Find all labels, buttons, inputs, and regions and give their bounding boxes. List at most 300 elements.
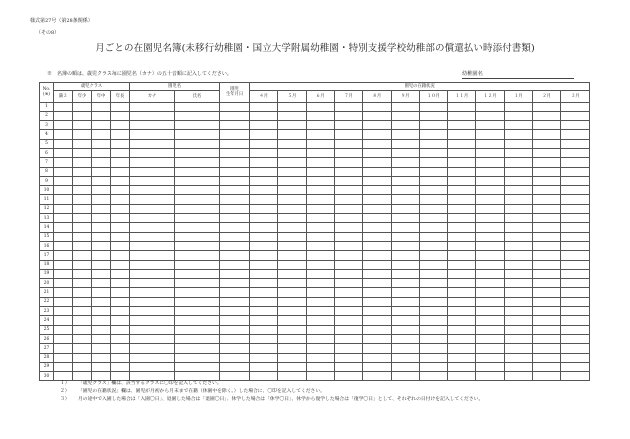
entry-cell[interactable] bbox=[54, 334, 73, 343]
entry-cell[interactable] bbox=[561, 130, 590, 139]
entry-cell[interactable] bbox=[334, 214, 362, 223]
entry-cell[interactable] bbox=[130, 102, 175, 111]
entry-cell[interactable] bbox=[220, 325, 250, 334]
entry-cell[interactable] bbox=[130, 362, 175, 371]
entry-cell[interactable] bbox=[533, 288, 561, 297]
entry-cell[interactable] bbox=[250, 130, 278, 139]
entry-cell[interactable] bbox=[278, 316, 306, 325]
entry-cell[interactable] bbox=[448, 241, 476, 250]
entry-cell[interactable] bbox=[504, 344, 532, 353]
entry-cell[interactable] bbox=[306, 269, 334, 278]
entry-cell[interactable] bbox=[363, 167, 391, 176]
entry-cell[interactable] bbox=[278, 251, 306, 260]
entry-cell[interactable] bbox=[130, 111, 175, 120]
entry-cell[interactable] bbox=[306, 148, 334, 157]
entry-cell[interactable] bbox=[363, 204, 391, 213]
entry-cell[interactable] bbox=[175, 279, 220, 288]
entry-cell[interactable] bbox=[175, 316, 220, 325]
entry-cell[interactable] bbox=[54, 176, 73, 185]
entry-cell[interactable] bbox=[130, 121, 175, 130]
entry-cell[interactable] bbox=[419, 334, 447, 343]
entry-cell[interactable] bbox=[391, 111, 419, 120]
entry-cell[interactable] bbox=[561, 186, 590, 195]
entry-cell[interactable] bbox=[448, 148, 476, 157]
entry-cell[interactable] bbox=[504, 325, 532, 334]
entry-cell[interactable] bbox=[111, 353, 130, 362]
entry-cell[interactable] bbox=[334, 297, 362, 306]
entry-cell[interactable] bbox=[306, 297, 334, 306]
entry-cell[interactable] bbox=[363, 362, 391, 371]
entry-cell[interactable] bbox=[130, 260, 175, 269]
entry-cell[interactable] bbox=[73, 316, 92, 325]
entry-cell[interactable] bbox=[111, 102, 130, 111]
entry-cell[interactable] bbox=[306, 288, 334, 297]
entry-cell[interactable] bbox=[419, 307, 447, 316]
entry-cell[interactable] bbox=[363, 130, 391, 139]
entry-cell[interactable] bbox=[220, 195, 250, 204]
entry-cell[interactable] bbox=[448, 195, 476, 204]
entry-cell[interactable] bbox=[561, 158, 590, 167]
entry-cell[interactable] bbox=[419, 121, 447, 130]
entry-cell[interactable] bbox=[391, 195, 419, 204]
entry-cell[interactable] bbox=[334, 223, 362, 232]
entry-cell[interactable] bbox=[448, 288, 476, 297]
entry-cell[interactable] bbox=[533, 353, 561, 362]
entry-cell[interactable] bbox=[533, 176, 561, 185]
entry-cell[interactable] bbox=[92, 344, 111, 353]
entry-cell[interactable] bbox=[476, 186, 504, 195]
entry-cell[interactable] bbox=[419, 195, 447, 204]
entry-cell[interactable] bbox=[334, 111, 362, 120]
entry-cell[interactable] bbox=[250, 307, 278, 316]
entry-cell[interactable] bbox=[419, 269, 447, 278]
entry-cell[interactable] bbox=[111, 167, 130, 176]
entry-cell[interactable] bbox=[278, 279, 306, 288]
entry-cell[interactable] bbox=[533, 121, 561, 130]
entry-cell[interactable] bbox=[306, 111, 334, 120]
entry-cell[interactable] bbox=[391, 148, 419, 157]
entry-cell[interactable] bbox=[391, 288, 419, 297]
entry-cell[interactable] bbox=[130, 269, 175, 278]
entry-cell[interactable] bbox=[278, 214, 306, 223]
entry-cell[interactable] bbox=[448, 297, 476, 306]
entry-cell[interactable] bbox=[419, 232, 447, 241]
entry-cell[interactable] bbox=[278, 362, 306, 371]
entry-cell[interactable] bbox=[533, 372, 561, 381]
entry-cell[interactable] bbox=[334, 158, 362, 167]
entry-cell[interactable] bbox=[561, 279, 590, 288]
entry-cell[interactable] bbox=[111, 316, 130, 325]
entry-cell[interactable] bbox=[73, 102, 92, 111]
entry-cell[interactable] bbox=[391, 297, 419, 306]
entry-cell[interactable] bbox=[130, 223, 175, 232]
entry-cell[interactable] bbox=[504, 176, 532, 185]
entry-cell[interactable] bbox=[419, 362, 447, 371]
entry-cell[interactable] bbox=[561, 372, 590, 381]
entry-cell[interactable] bbox=[391, 232, 419, 241]
entry-cell[interactable] bbox=[92, 102, 111, 111]
entry-cell[interactable] bbox=[306, 195, 334, 204]
entry-cell[interactable] bbox=[220, 288, 250, 297]
entry-cell[interactable] bbox=[533, 362, 561, 371]
entry-cell[interactable] bbox=[92, 288, 111, 297]
entry-cell[interactable] bbox=[73, 139, 92, 148]
entry-cell[interactable] bbox=[175, 102, 220, 111]
entry-cell[interactable] bbox=[561, 297, 590, 306]
entry-cell[interactable] bbox=[92, 251, 111, 260]
entry-cell[interactable] bbox=[419, 130, 447, 139]
entry-cell[interactable] bbox=[54, 372, 73, 381]
entry-cell[interactable] bbox=[92, 176, 111, 185]
entry-cell[interactable] bbox=[250, 288, 278, 297]
entry-cell[interactable] bbox=[504, 260, 532, 269]
entry-cell[interactable] bbox=[92, 148, 111, 157]
entry-cell[interactable] bbox=[533, 316, 561, 325]
entry-cell[interactable] bbox=[561, 223, 590, 232]
entry-cell[interactable] bbox=[175, 186, 220, 195]
entry-cell[interactable] bbox=[278, 372, 306, 381]
entry-cell[interactable] bbox=[419, 214, 447, 223]
entry-cell[interactable] bbox=[250, 297, 278, 306]
entry-cell[interactable] bbox=[175, 269, 220, 278]
entry-cell[interactable] bbox=[130, 232, 175, 241]
entry-cell[interactable] bbox=[111, 232, 130, 241]
entry-cell[interactable] bbox=[448, 167, 476, 176]
entry-cell[interactable] bbox=[54, 223, 73, 232]
entry-cell[interactable] bbox=[73, 353, 92, 362]
entry-cell[interactable] bbox=[419, 288, 447, 297]
entry-cell[interactable] bbox=[448, 223, 476, 232]
entry-cell[interactable] bbox=[73, 176, 92, 185]
entry-cell[interactable] bbox=[92, 260, 111, 269]
entry-cell[interactable] bbox=[278, 288, 306, 297]
entry-cell[interactable] bbox=[391, 344, 419, 353]
entry-cell[interactable] bbox=[334, 130, 362, 139]
entry-cell[interactable] bbox=[533, 186, 561, 195]
entry-cell[interactable] bbox=[92, 121, 111, 130]
entry-cell[interactable] bbox=[391, 325, 419, 334]
entry-cell[interactable] bbox=[504, 214, 532, 223]
entry-cell[interactable] bbox=[306, 204, 334, 213]
entry-cell[interactable] bbox=[175, 232, 220, 241]
entry-cell[interactable] bbox=[175, 223, 220, 232]
entry-cell[interactable] bbox=[250, 325, 278, 334]
entry-cell[interactable] bbox=[476, 251, 504, 260]
entry-cell[interactable] bbox=[306, 214, 334, 223]
entry-cell[interactable] bbox=[448, 176, 476, 185]
entry-cell[interactable] bbox=[533, 195, 561, 204]
entry-cell[interactable] bbox=[54, 307, 73, 316]
entry-cell[interactable] bbox=[92, 362, 111, 371]
entry-cell[interactable] bbox=[363, 232, 391, 241]
entry-cell[interactable] bbox=[54, 269, 73, 278]
entry-cell[interactable] bbox=[175, 325, 220, 334]
entry-cell[interactable] bbox=[54, 102, 73, 111]
entry-cell[interactable] bbox=[220, 121, 250, 130]
entry-cell[interactable] bbox=[504, 232, 532, 241]
entry-cell[interactable] bbox=[334, 148, 362, 157]
entry-cell[interactable] bbox=[391, 307, 419, 316]
entry-cell[interactable] bbox=[73, 260, 92, 269]
entry-cell[interactable] bbox=[250, 223, 278, 232]
entry-cell[interactable] bbox=[54, 288, 73, 297]
entry-cell[interactable] bbox=[334, 251, 362, 260]
entry-cell[interactable] bbox=[334, 362, 362, 371]
entry-cell[interactable] bbox=[391, 334, 419, 343]
entry-cell[interactable] bbox=[391, 279, 419, 288]
entry-cell[interactable] bbox=[448, 251, 476, 260]
entry-cell[interactable] bbox=[175, 372, 220, 381]
entry-cell[interactable] bbox=[533, 204, 561, 213]
entry-cell[interactable] bbox=[250, 111, 278, 120]
entry-cell[interactable] bbox=[504, 251, 532, 260]
entry-cell[interactable] bbox=[92, 111, 111, 120]
entry-cell[interactable] bbox=[220, 148, 250, 157]
entry-cell[interactable] bbox=[54, 139, 73, 148]
entry-cell[interactable] bbox=[250, 176, 278, 185]
entry-cell[interactable] bbox=[306, 325, 334, 334]
entry-cell[interactable] bbox=[363, 176, 391, 185]
entry-cell[interactable] bbox=[334, 372, 362, 381]
entry-cell[interactable] bbox=[278, 139, 306, 148]
entry-cell[interactable] bbox=[533, 334, 561, 343]
entry-cell[interactable] bbox=[363, 139, 391, 148]
entry-cell[interactable] bbox=[54, 148, 73, 157]
entry-cell[interactable] bbox=[175, 111, 220, 120]
entry-cell[interactable] bbox=[533, 130, 561, 139]
entry-cell[interactable] bbox=[448, 334, 476, 343]
entry-cell[interactable] bbox=[476, 232, 504, 241]
entry-cell[interactable] bbox=[278, 325, 306, 334]
entry-cell[interactable] bbox=[419, 139, 447, 148]
entry-cell[interactable] bbox=[419, 251, 447, 260]
entry-cell[interactable] bbox=[250, 195, 278, 204]
entry-cell[interactable] bbox=[504, 288, 532, 297]
entry-cell[interactable] bbox=[561, 288, 590, 297]
entry-cell[interactable] bbox=[175, 121, 220, 130]
entry-cell[interactable] bbox=[54, 325, 73, 334]
entry-cell[interactable] bbox=[220, 186, 250, 195]
entry-cell[interactable] bbox=[391, 223, 419, 232]
entry-cell[interactable] bbox=[111, 297, 130, 306]
entry-cell[interactable] bbox=[250, 214, 278, 223]
entry-cell[interactable] bbox=[130, 158, 175, 167]
entry-cell[interactable] bbox=[54, 195, 73, 204]
entry-cell[interactable] bbox=[278, 223, 306, 232]
entry-cell[interactable] bbox=[54, 232, 73, 241]
entry-cell[interactable] bbox=[448, 139, 476, 148]
entry-cell[interactable] bbox=[476, 241, 504, 250]
entry-cell[interactable] bbox=[391, 139, 419, 148]
entry-cell[interactable] bbox=[391, 176, 419, 185]
entry-cell[interactable] bbox=[278, 353, 306, 362]
entry-cell[interactable] bbox=[363, 251, 391, 260]
entry-cell[interactable] bbox=[561, 111, 590, 120]
entry-cell[interactable] bbox=[54, 241, 73, 250]
entry-cell[interactable] bbox=[306, 344, 334, 353]
entry-cell[interactable] bbox=[220, 167, 250, 176]
entry-cell[interactable] bbox=[561, 148, 590, 157]
entry-cell[interactable] bbox=[111, 325, 130, 334]
entry-cell[interactable] bbox=[476, 307, 504, 316]
entry-cell[interactable] bbox=[306, 158, 334, 167]
entry-cell[interactable] bbox=[130, 241, 175, 250]
entry-cell[interactable] bbox=[363, 316, 391, 325]
entry-cell[interactable] bbox=[419, 372, 447, 381]
entry-cell[interactable] bbox=[250, 353, 278, 362]
entry-cell[interactable] bbox=[220, 362, 250, 371]
entry-cell[interactable] bbox=[419, 279, 447, 288]
entry-cell[interactable] bbox=[476, 372, 504, 381]
entry-cell[interactable] bbox=[111, 307, 130, 316]
entry-cell[interactable] bbox=[419, 204, 447, 213]
entry-cell[interactable] bbox=[250, 148, 278, 157]
entry-cell[interactable] bbox=[334, 316, 362, 325]
entry-cell[interactable] bbox=[419, 353, 447, 362]
entry-cell[interactable] bbox=[533, 307, 561, 316]
entry-cell[interactable] bbox=[92, 204, 111, 213]
entry-cell[interactable] bbox=[278, 158, 306, 167]
entry-cell[interactable] bbox=[73, 297, 92, 306]
entry-cell[interactable] bbox=[92, 130, 111, 139]
entry-cell[interactable] bbox=[476, 195, 504, 204]
entry-cell[interactable] bbox=[73, 334, 92, 343]
entry-cell[interactable] bbox=[561, 251, 590, 260]
entry-cell[interactable] bbox=[363, 241, 391, 250]
entry-cell[interactable] bbox=[111, 186, 130, 195]
entry-cell[interactable] bbox=[278, 297, 306, 306]
entry-cell[interactable] bbox=[476, 344, 504, 353]
entry-cell[interactable] bbox=[73, 325, 92, 334]
entry-cell[interactable] bbox=[73, 111, 92, 120]
entry-cell[interactable] bbox=[306, 102, 334, 111]
entry-cell[interactable] bbox=[561, 121, 590, 130]
entry-cell[interactable] bbox=[73, 279, 92, 288]
entry-cell[interactable] bbox=[334, 167, 362, 176]
entry-cell[interactable] bbox=[448, 214, 476, 223]
entry-cell[interactable] bbox=[363, 260, 391, 269]
entry-cell[interactable] bbox=[561, 167, 590, 176]
entry-cell[interactable] bbox=[73, 214, 92, 223]
entry-cell[interactable] bbox=[448, 232, 476, 241]
entry-cell[interactable] bbox=[92, 223, 111, 232]
entry-cell[interactable] bbox=[54, 158, 73, 167]
entry-cell[interactable] bbox=[220, 334, 250, 343]
entry-cell[interactable] bbox=[419, 176, 447, 185]
entry-cell[interactable] bbox=[130, 251, 175, 260]
entry-cell[interactable] bbox=[504, 353, 532, 362]
entry-cell[interactable] bbox=[278, 241, 306, 250]
entry-cell[interactable] bbox=[111, 214, 130, 223]
entry-cell[interactable] bbox=[220, 232, 250, 241]
entry-cell[interactable] bbox=[54, 121, 73, 130]
entry-cell[interactable] bbox=[111, 223, 130, 232]
entry-cell[interactable] bbox=[334, 102, 362, 111]
entry-cell[interactable] bbox=[363, 148, 391, 157]
entry-cell[interactable] bbox=[533, 325, 561, 334]
entry-cell[interactable] bbox=[175, 130, 220, 139]
entry-cell[interactable] bbox=[220, 269, 250, 278]
entry-cell[interactable] bbox=[561, 195, 590, 204]
entry-cell[interactable] bbox=[561, 260, 590, 269]
entry-cell[interactable] bbox=[476, 158, 504, 167]
entry-cell[interactable] bbox=[334, 353, 362, 362]
entry-cell[interactable] bbox=[561, 139, 590, 148]
entry-cell[interactable] bbox=[334, 241, 362, 250]
entry-cell[interactable] bbox=[476, 362, 504, 371]
entry-cell[interactable] bbox=[363, 307, 391, 316]
entry-cell[interactable] bbox=[54, 353, 73, 362]
entry-cell[interactable] bbox=[363, 195, 391, 204]
entry-cell[interactable] bbox=[391, 130, 419, 139]
entry-cell[interactable] bbox=[130, 372, 175, 381]
entry-cell[interactable] bbox=[250, 241, 278, 250]
entry-cell[interactable] bbox=[54, 111, 73, 120]
entry-cell[interactable] bbox=[175, 344, 220, 353]
entry-cell[interactable] bbox=[278, 130, 306, 139]
entry-cell[interactable] bbox=[54, 251, 73, 260]
entry-cell[interactable] bbox=[73, 241, 92, 250]
entry-cell[interactable] bbox=[533, 344, 561, 353]
entry-cell[interactable] bbox=[73, 372, 92, 381]
entry-cell[interactable] bbox=[419, 186, 447, 195]
entry-cell[interactable] bbox=[73, 167, 92, 176]
entry-cell[interactable] bbox=[561, 334, 590, 343]
entry-cell[interactable] bbox=[220, 241, 250, 250]
entry-cell[interactable] bbox=[561, 269, 590, 278]
entry-cell[interactable] bbox=[250, 102, 278, 111]
entry-cell[interactable] bbox=[278, 334, 306, 343]
entry-cell[interactable] bbox=[111, 269, 130, 278]
entry-cell[interactable] bbox=[448, 269, 476, 278]
entry-cell[interactable] bbox=[419, 102, 447, 111]
entry-cell[interactable] bbox=[92, 241, 111, 250]
school-name-field[interactable] bbox=[462, 78, 574, 79]
entry-cell[interactable] bbox=[306, 223, 334, 232]
entry-cell[interactable] bbox=[363, 111, 391, 120]
entry-cell[interactable] bbox=[92, 232, 111, 241]
entry-cell[interactable] bbox=[504, 130, 532, 139]
entry-cell[interactable] bbox=[448, 344, 476, 353]
entry-cell[interactable] bbox=[363, 269, 391, 278]
entry-cell[interactable] bbox=[476, 148, 504, 157]
entry-cell[interactable] bbox=[561, 344, 590, 353]
entry-cell[interactable] bbox=[561, 325, 590, 334]
entry-cell[interactable] bbox=[278, 148, 306, 157]
entry-cell[interactable] bbox=[220, 372, 250, 381]
entry-cell[interactable] bbox=[561, 353, 590, 362]
entry-cell[interactable] bbox=[448, 325, 476, 334]
entry-cell[interactable] bbox=[504, 223, 532, 232]
entry-cell[interactable] bbox=[533, 241, 561, 250]
entry-cell[interactable] bbox=[111, 148, 130, 157]
entry-cell[interactable] bbox=[111, 241, 130, 250]
entry-cell[interactable] bbox=[73, 269, 92, 278]
entry-cell[interactable] bbox=[278, 176, 306, 185]
entry-cell[interactable] bbox=[175, 241, 220, 250]
entry-cell[interactable] bbox=[92, 307, 111, 316]
entry-cell[interactable] bbox=[111, 139, 130, 148]
entry-cell[interactable] bbox=[533, 111, 561, 120]
entry-cell[interactable] bbox=[306, 353, 334, 362]
entry-cell[interactable] bbox=[391, 167, 419, 176]
entry-cell[interactable] bbox=[175, 362, 220, 371]
entry-cell[interactable] bbox=[278, 167, 306, 176]
entry-cell[interactable] bbox=[391, 204, 419, 213]
entry-cell[interactable] bbox=[250, 344, 278, 353]
entry-cell[interactable] bbox=[111, 111, 130, 120]
entry-cell[interactable] bbox=[111, 362, 130, 371]
